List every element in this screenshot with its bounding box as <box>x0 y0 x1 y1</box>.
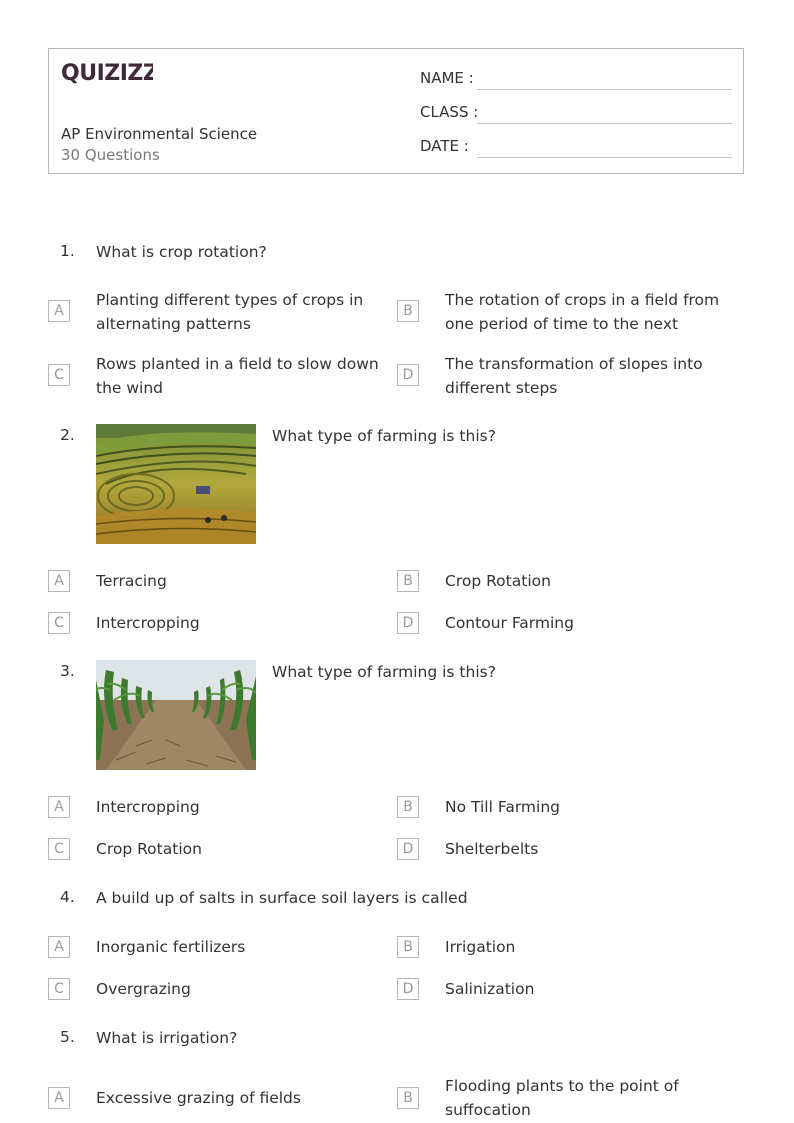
option-box-b[interactable]: B <box>397 300 419 322</box>
option-box-d[interactable]: D <box>397 978 419 1000</box>
option-box-c[interactable]: C <box>48 978 70 1000</box>
option-box-b[interactable]: B <box>397 1087 419 1109</box>
option-box-a[interactable]: A <box>48 936 70 958</box>
option-box-a[interactable]: A <box>48 300 70 322</box>
question-number: 4. <box>60 888 75 906</box>
question-text: What type of farming is this? <box>272 427 496 445</box>
option-box-b[interactable]: B <box>397 796 419 818</box>
question-text: What is crop rotation? <box>96 243 267 261</box>
option-text: Planting different types of crops in alternating patterns <box>96 291 364 333</box>
name-label: NAME : <box>420 69 474 87</box>
date-label: DATE : <box>420 137 469 155</box>
question-text: A build up of salts in surface soil layers is called <box>96 889 468 907</box>
option-box-c[interactable]: C <box>48 364 70 386</box>
option-text: Intercropping <box>96 614 200 632</box>
option-text: Crop Rotation <box>445 572 551 590</box>
question-number: 3. <box>60 662 75 680</box>
question-number: 1. <box>60 242 75 260</box>
option-text: Intercropping <box>96 798 200 816</box>
option-text: No Till Farming <box>445 798 561 816</box>
option-box-c[interactable]: C <box>48 612 70 634</box>
terraced-fields-image <box>96 424 256 544</box>
option-text: The transformation of slopes into different steps <box>445 355 703 397</box>
quizizz-logo <box>61 59 153 89</box>
option-text: Irrigation <box>445 938 516 956</box>
option-text: Salinization <box>445 980 535 998</box>
option-text: The rotation of crops in a field from one period of time to the next <box>445 291 720 333</box>
option-text: Flooding plants to the point of suffocation <box>445 1077 679 1119</box>
option-text: Contour Farming <box>445 614 574 632</box>
class-line[interactable] <box>477 123 732 124</box>
option-box-a[interactable]: A <box>48 1087 70 1109</box>
option-text: Inorganic fertilizers <box>96 938 246 956</box>
question-count: 30 Questions <box>61 146 160 164</box>
logo-text: QUIZIZZ <box>61 61 153 85</box>
option-box-d[interactable]: D <box>397 838 419 860</box>
option-text: Excessive grazing of fields <box>96 1089 301 1107</box>
option-text: Shelterbelts <box>445 840 539 858</box>
name-line[interactable] <box>477 89 732 90</box>
option-box-d[interactable]: D <box>397 612 419 634</box>
worksheet-title: AP Environmental Science <box>61 125 258 143</box>
option-box-a[interactable]: A <box>48 796 70 818</box>
corn-field-image <box>96 660 256 770</box>
question-number: 2. <box>60 426 75 444</box>
option-text: Rows planted in a field to slow down the wind <box>96 355 379 397</box>
class-label: CLASS : <box>420 103 479 121</box>
option-box-b[interactable]: B <box>397 936 419 958</box>
question-text: What type of farming is this? <box>272 663 496 681</box>
worksheet-header <box>48 48 744 174</box>
option-text: Crop Rotation <box>96 840 202 858</box>
option-box-b[interactable]: B <box>397 570 419 592</box>
option-text: Terracing <box>96 572 167 590</box>
date-line[interactable] <box>477 157 732 158</box>
option-box-d[interactable]: D <box>397 364 419 386</box>
option-box-c[interactable]: C <box>48 838 70 860</box>
option-text: Overgrazing <box>96 980 191 998</box>
option-box-a[interactable]: A <box>48 570 70 592</box>
question-number: 5. <box>60 1028 75 1046</box>
question-text: What is irrigation? <box>96 1029 238 1047</box>
